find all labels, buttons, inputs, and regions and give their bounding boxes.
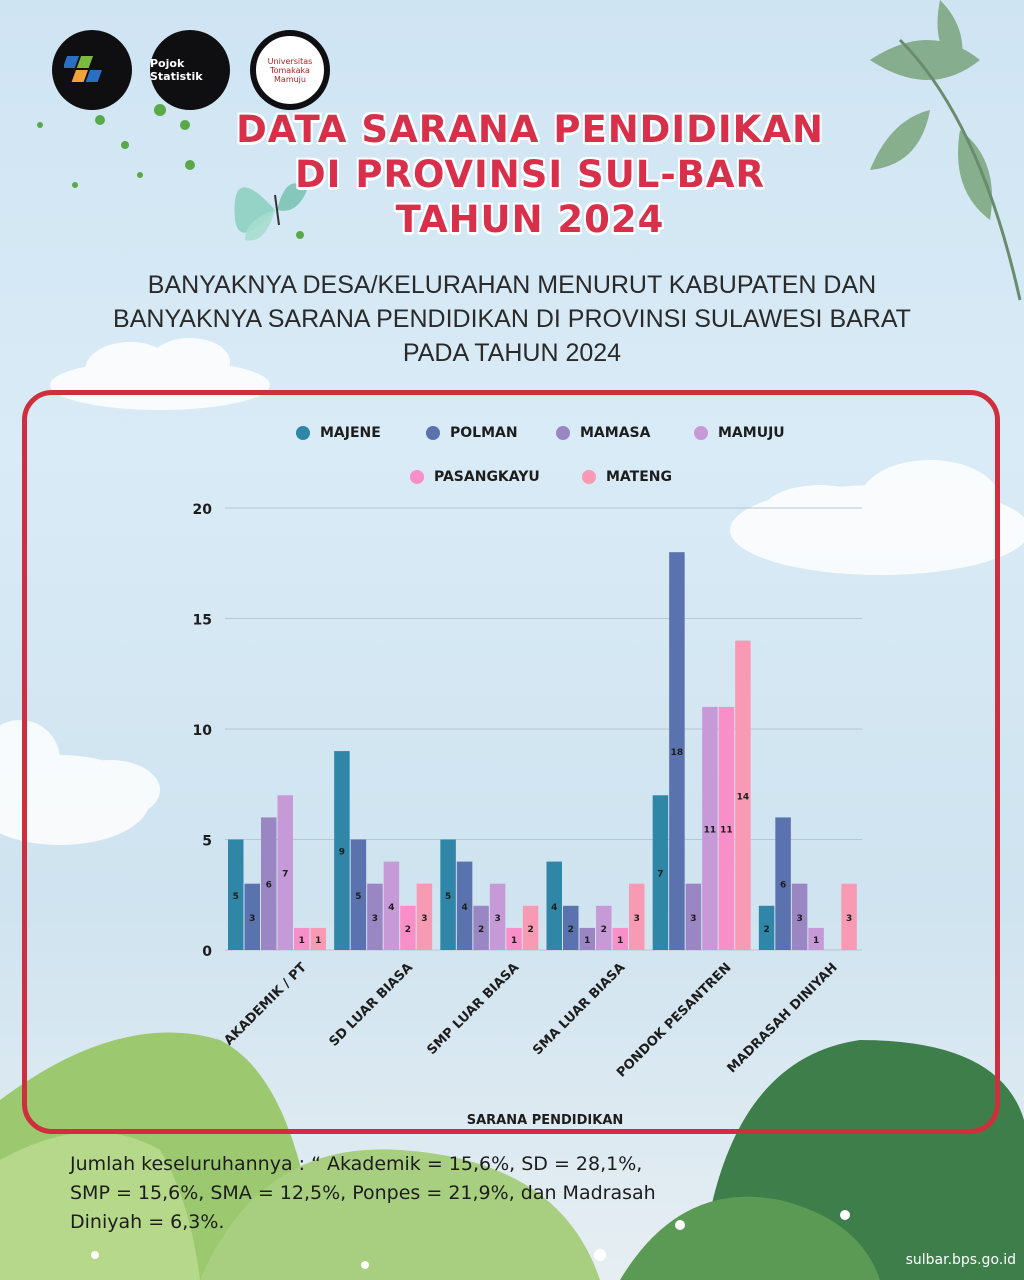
data-label: 2	[527, 924, 534, 935]
y-tick-label: 20	[192, 502, 212, 518]
data-label: 2	[567, 924, 574, 935]
x-tick-label: SMA LUAR BIASA	[530, 960, 629, 1059]
data-label: 9	[338, 847, 346, 858]
data-label: 3	[371, 913, 379, 924]
footnote-line-2: SMP = 15,6%, SMA = 12,5%, Ponpes = 21,9%, dan Madrasah	[70, 1182, 656, 1204]
x-tick-label: SMP LUAR BIASA	[424, 960, 523, 1058]
data-label: 7	[657, 869, 664, 880]
y-tick-label: 15	[192, 612, 212, 629]
data-label: 1	[617, 935, 624, 946]
data-label: 4	[388, 902, 395, 913]
x-tick-label: PONDOK PESANTREN	[614, 960, 735, 1081]
data-label: 3	[494, 913, 501, 924]
data-label: 3	[421, 913, 428, 924]
data-label: 6	[779, 880, 787, 891]
data-label: 3	[796, 913, 803, 924]
data-label: 2	[763, 924, 770, 935]
source-url[interactable]: sulbar.bps.go.id	[905, 1252, 1016, 1268]
page-title-line-1: DATA SARANA PENDIDIKAN	[236, 108, 824, 151]
x-tick-label: MADRASAH DINIYAH	[724, 960, 841, 1077]
data-label: 18	[670, 748, 684, 759]
page-title-line-2: DI PROVINSI SUL-BAR	[294, 153, 766, 196]
data-label: 7	[282, 869, 289, 880]
data-label: 14	[736, 792, 750, 803]
footnote-line-1: Jumlah keseluruhannya : “ Akademik = 15,6%, SD = 28,1%,	[70, 1153, 643, 1175]
data-label: 1	[812, 935, 820, 946]
subtitle-line-3: PADA TAHUN 2024	[402, 339, 622, 367]
data-label: 6	[265, 880, 272, 891]
y-tick-label: 10	[192, 723, 212, 739]
data-label: 1	[510, 935, 518, 946]
legend-label-mamuju: MAMUJU	[718, 425, 785, 441]
legend-label-pasangkayu: PASANGKAYU	[434, 469, 540, 485]
subtitle-line-2: BANYAKNYA SARANA PENDIDIKAN DI PROVINSI SULAWESI BARAT	[113, 305, 911, 333]
data-label: 3	[633, 913, 640, 924]
data-label: 2	[600, 924, 607, 935]
data-label: 5	[444, 891, 452, 902]
data-label: 1	[315, 935, 322, 946]
data-label: 3	[845, 913, 853, 924]
x-tick-label: SD LUAR BIASA	[326, 960, 416, 1050]
data-label: 2	[404, 924, 412, 935]
y-tick-label: 5	[202, 833, 212, 850]
universitas-tomakaka-logo: Universitas Tomakaka Mamuju	[250, 30, 330, 110]
data-label: 2	[477, 924, 485, 935]
subtitle-line-1: BANYAKNYA DESA/KELURAHAN MENURUT KABUPATEN DAN	[147, 271, 877, 299]
data-label: 3	[690, 913, 697, 924]
data-label: 1	[584, 935, 591, 946]
data-label: 1	[298, 935, 305, 946]
y-tick-label: 0	[202, 944, 212, 960]
legend-label-majene: MAJENE	[320, 425, 381, 441]
data-label: 11	[703, 825, 717, 836]
footnote-line-3: Diniyah = 6,3%.	[70, 1211, 225, 1233]
legend-label-mamasa: MAMASA	[580, 425, 651, 441]
data-label: 11	[720, 825, 733, 836]
x-tick-label: AKADEMIK / PT	[221, 960, 310, 1049]
pojok-statistik-logo: Pojok Statistik	[150, 30, 230, 110]
data-label: 3	[249, 913, 256, 924]
data-label: 5	[355, 891, 362, 902]
page-title-line-3: TAHUN 2024	[395, 198, 665, 241]
data-label: 4	[461, 902, 468, 913]
data-label: 5	[232, 891, 239, 902]
footnote	[70, 1150, 770, 1237]
legend-label-polman: POLMAN	[450, 425, 518, 441]
legend-label-mateng: MATENG	[606, 469, 673, 485]
x-axis-title: SARANA PENDIDIKAN	[466, 1113, 624, 1128]
data-label: 4	[551, 902, 558, 913]
